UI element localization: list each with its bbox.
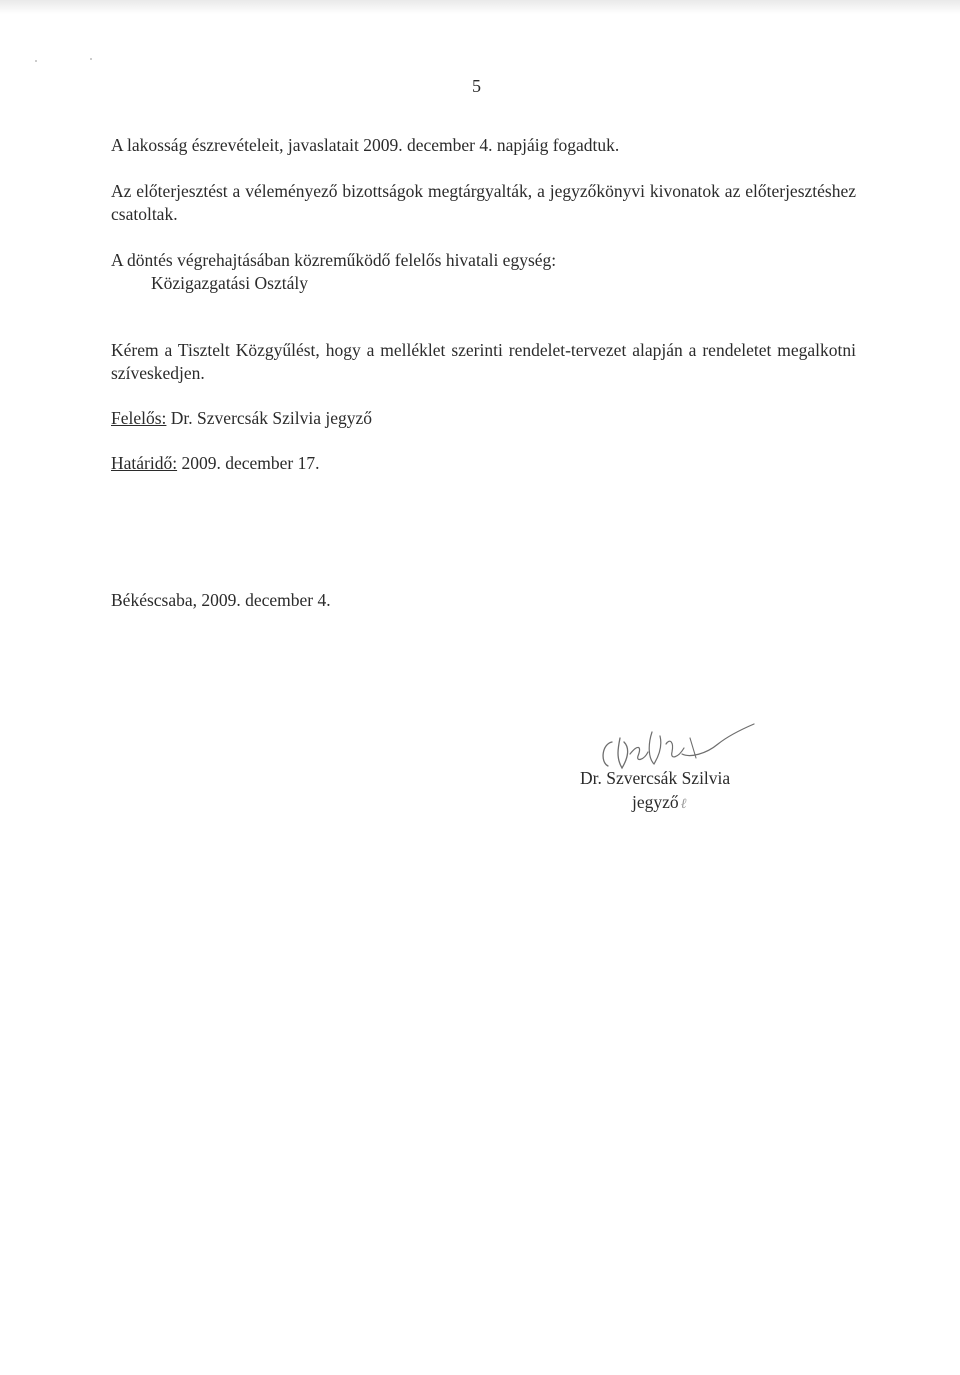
responsible-line xyxy=(111,407,856,430)
place-and-date: Békéscsaba, 2009. december 4. xyxy=(111,590,331,610)
deadline-value: 2009. december 17. xyxy=(177,453,320,473)
responsible-unit-intro: A döntés végrehajtásában közreműködő felelős hivatali egység: xyxy=(111,250,557,270)
paragraph-request: Kérem a Tisztelt Közgyűlést, hogy a melléklet szerinti rendelet-tervezet alapján a rendeletet megalkotni szíveskedjen. xyxy=(111,340,856,383)
signer-name: Dr. Szvercsák Szilvia xyxy=(580,768,731,788)
responsible-label: Felelős: xyxy=(111,408,167,428)
signer-title: jegyző xyxy=(632,792,679,812)
paragraph-responsible-unit xyxy=(111,249,856,295)
paragraph-comments-received: A lakosság észrevételeit, javaslatait 2009. december 4. napjáig fogadtuk. xyxy=(111,135,620,155)
signature-block xyxy=(540,714,790,824)
deadline-label: Határidő: xyxy=(111,453,178,473)
handwritten-initial: ℓ xyxy=(680,796,687,812)
page-number: 5 xyxy=(472,76,481,96)
scan-speck xyxy=(90,58,92,60)
deadline-line xyxy=(111,452,856,475)
responsible-value: Dr. Szvercsák Szilvia jegyző xyxy=(166,408,372,428)
paragraph-committee-review: Az előterjesztést a véleményező bizottságok megtárgyalták, a jegyzőkönyvi kivonatok az előterjesztéshez csatoltak. xyxy=(111,181,856,224)
page-top-edge xyxy=(0,0,960,14)
signer-title-line xyxy=(632,792,687,813)
scan-speck xyxy=(35,60,37,62)
responsible-unit-name: Közigazgatási Osztály xyxy=(151,273,308,293)
